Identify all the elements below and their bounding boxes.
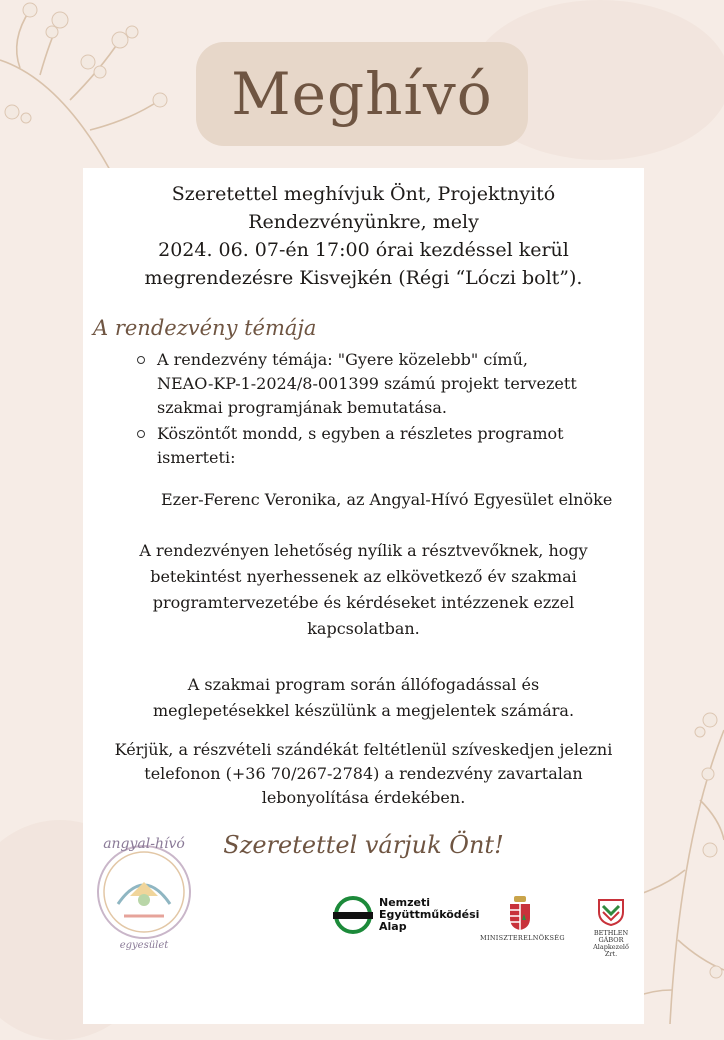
angyal-logo-subtext: egyesület — [119, 940, 169, 951]
floral-branch-top-left — [0, 0, 180, 180]
paragraph-reception — [83, 672, 644, 724]
list-item-line: szakmai programjának bemutatása. — [157, 398, 447, 417]
paragraph-opportunity — [83, 538, 644, 642]
intro-line: megrendezésre Kisvejkén (Régi “Lóczi bolt”). — [144, 267, 583, 289]
bethlen-gabor-logo — [586, 896, 636, 958]
intro-line: Szeretettel meghívjuk Önt, Projektnyitó — [171, 183, 556, 205]
paragraph-rsvp — [83, 738, 644, 810]
nea-line: Alap — [379, 920, 407, 933]
list-item — [135, 422, 635, 470]
nea-logo — [333, 895, 479, 935]
ministry-logo — [480, 896, 565, 942]
closing-greeting: Szeretettel várjuk Önt! — [223, 831, 504, 859]
coat-of-arms-icon — [508, 896, 532, 930]
intro-line: 2024. 06. 07-én 17:00 órai kezdéssel kerül — [158, 239, 569, 261]
section-heading: A rendezvény témája — [93, 316, 317, 340]
nea-line: Nemzeti — [379, 896, 431, 909]
speaker-name: Ezer-Ferenc Veronika, az Angyal-Hívó Egyesület elnöke — [161, 490, 613, 509]
nea-circle-icon — [333, 895, 373, 935]
intro-text — [83, 180, 644, 292]
nea-line: Együttműködési — [379, 908, 480, 921]
paragraph-line: kapcsolatban. — [307, 619, 420, 638]
paragraph-line: meglepetésekkel készülünk a megjelentek számára. — [152, 701, 575, 720]
paragraph-line: Kérjük, a részvételi szándékát feltétlenül szíveskedjen jelezni — [114, 740, 613, 759]
list-item-line: Köszöntőt mondd, s egyben a részletes programot — [157, 424, 564, 443]
topic-list — [135, 348, 635, 470]
bga-line: Alapkezelő Zrt. — [593, 943, 629, 958]
list-item-line: A rendezvény témája: "Gyere közelebb" című, — [157, 350, 528, 369]
bullet-circle-icon — [137, 430, 145, 438]
bga-text — [586, 930, 636, 958]
list-item-line: NEAO-KP-1-2024/8-001399 számú projekt tervezett — [157, 374, 577, 393]
intro-line: Rendezvényünkre, mely — [248, 211, 479, 233]
nea-text — [379, 897, 479, 933]
paragraph-line: programtervezetébe és kérdéseket intézzenek ezzel — [152, 593, 575, 612]
page-title: Meghívó — [231, 60, 493, 128]
paragraph-line: A szakmai program során állófogadással és — [187, 675, 540, 694]
paragraph-line: lebonyolítása érdekében. — [261, 788, 466, 807]
angyal-hivo-logo — [84, 826, 204, 952]
bullet-circle-icon — [137, 356, 145, 364]
list-item-line: ismerteti: — [157, 448, 236, 467]
paragraph-line: telefonon (+36 70/267-2784) a rendezvény zavartalan — [144, 764, 583, 783]
bga-line: BETHLEN GÁBOR — [593, 929, 629, 944]
title-banner — [196, 42, 528, 146]
paragraph-line: betekintést nyerhessenek az elkövetkező év szakmai — [150, 567, 577, 586]
paragraph-line: A rendezvényen lehetőség nyílik a résztvevőknek, hogy — [139, 541, 588, 560]
bga-shield-icon — [596, 896, 626, 926]
ministry-text: MINISZTERELNÖKSÉG — [480, 934, 565, 942]
list-item — [135, 348, 635, 420]
angyal-logo-text: angyal-hívó — [103, 836, 185, 852]
